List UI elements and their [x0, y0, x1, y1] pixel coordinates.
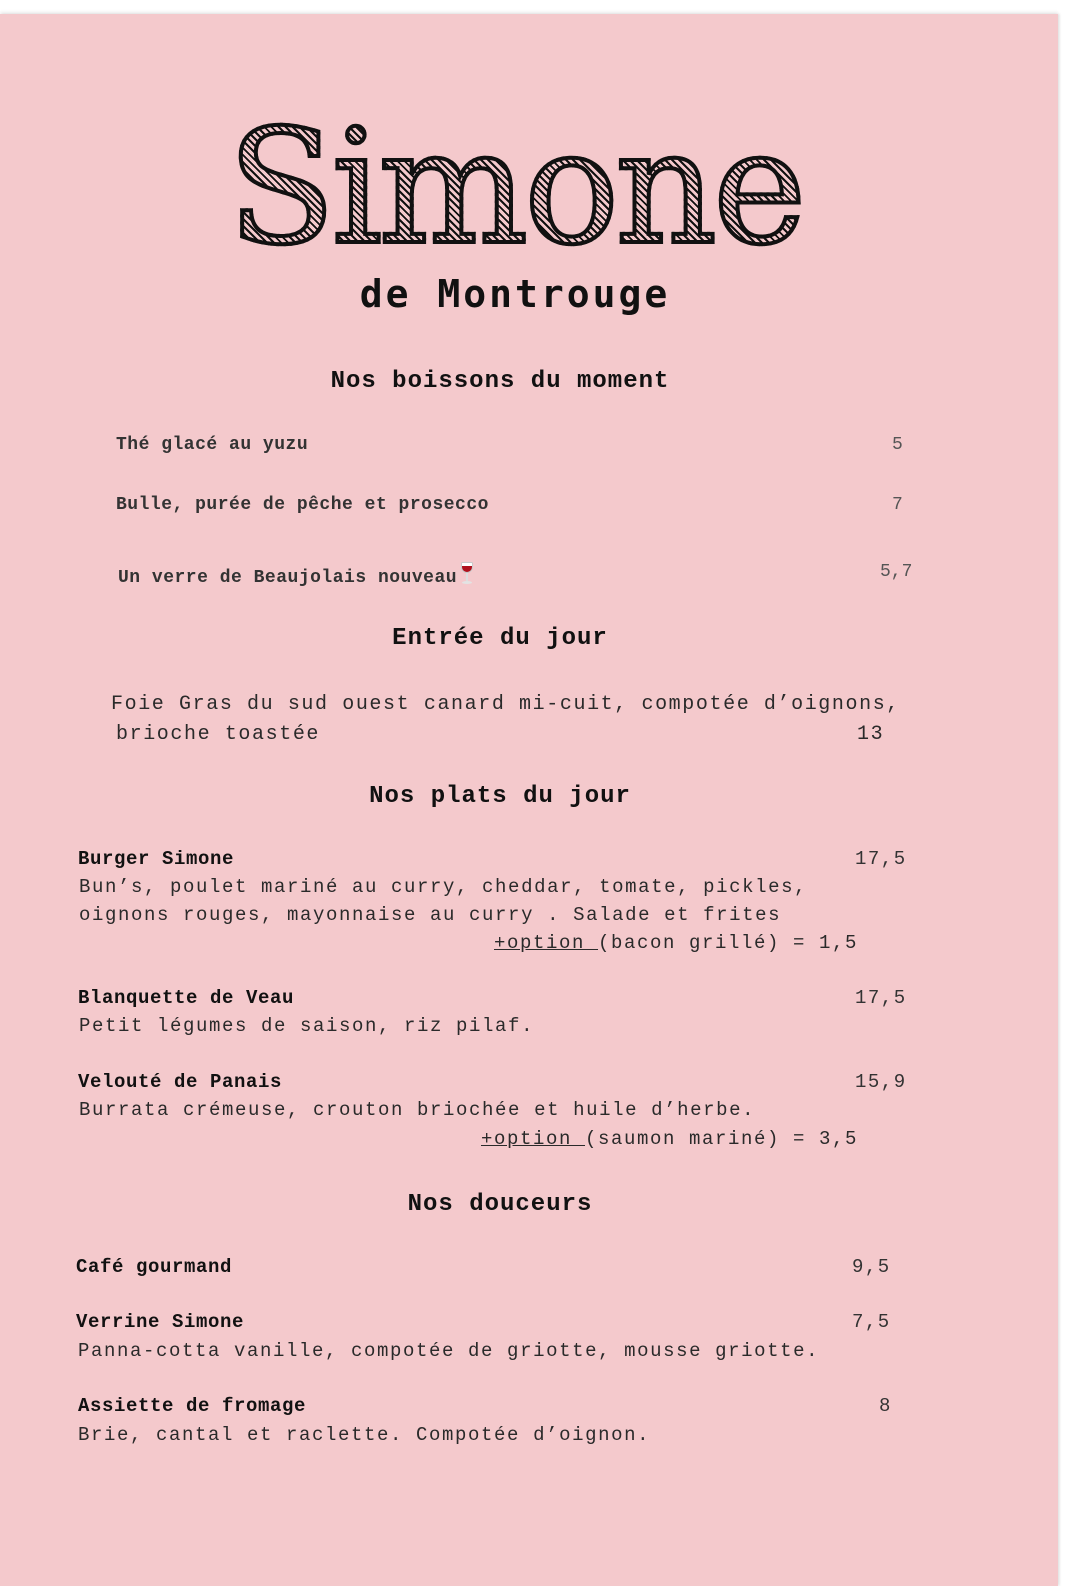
- dish-name: Assiette de fromage: [78, 1395, 307, 1417]
- drink-name: Thé glacé au yuzu: [116, 435, 309, 455]
- dish-name: Blanquette de Veau: [78, 987, 295, 1009]
- dish-description: Burrata crémeuse, crouton briochée et huile d’herbe.: [79, 1099, 756, 1121]
- drink-row-wine: [118, 562, 475, 588]
- dish-description: Panna-cotta vanille, compotée de griotte, mousse griotte.: [78, 1340, 820, 1362]
- wine-glass-icon: [459, 562, 475, 586]
- dish-description: oignons rouges, mayonnaise au curry . Salade et frites: [79, 904, 782, 926]
- option-link: +option: [481, 1128, 586, 1150]
- dish-price: 15,9: [855, 1071, 907, 1093]
- dish-price: 8: [879, 1395, 892, 1417]
- option-link: +option: [494, 932, 599, 954]
- restaurant-subtitle: de Montrouge: [359, 272, 671, 316]
- drink-price: 5: [892, 435, 903, 455]
- dish-name: Velouté de Panais: [78, 1071, 283, 1093]
- dish-description: Brie, cantal et raclette. Compotée d’oignon.: [78, 1424, 651, 1446]
- starter-description-line-1: Foie Gras du sud ouest canard mi-cuit, compotée d’oignons,: [111, 693, 900, 716]
- dish-name: Burger Simone: [78, 848, 235, 870]
- dish-description: Bun’s, poulet mariné au curry, cheddar, tomate, pickles,: [79, 876, 808, 898]
- menu-page: [0, 14, 1058, 1586]
- dish-description: Petit légumes de saison, riz pilaf.: [79, 1015, 535, 1037]
- dish-price: 17,5: [855, 848, 907, 870]
- drink-price: 7: [892, 495, 903, 515]
- option-text: (bacon grillé) = 1,5: [598, 932, 859, 954]
- dish-price: 17,5: [855, 987, 907, 1009]
- section-title-desserts: Nos douceurs: [407, 1191, 593, 1218]
- drink-name: Bulle, purée de pêche et prosecco: [116, 495, 489, 515]
- restaurant-logo: Simone: [0, 109, 1030, 267]
- dish-option: [494, 932, 858, 954]
- drink-name: Un verre de Beaujolais nouveau: [118, 568, 458, 588]
- dish-price: 7,5: [852, 1311, 891, 1333]
- dish-name: Verrine Simone: [76, 1311, 245, 1333]
- dish-price: 9,5: [852, 1256, 891, 1278]
- section-title-drinks: Nos boissons du moment: [330, 368, 670, 395]
- section-title-mains: Nos plats du jour: [369, 783, 631, 810]
- starter-description-line-2: brioche toastée: [116, 723, 321, 746]
- dish-option: [481, 1128, 858, 1150]
- starter-price: 13: [857, 723, 885, 746]
- option-text: (saumon mariné) = 3,5: [585, 1128, 859, 1150]
- dish-name: Café gourmand: [76, 1256, 233, 1278]
- drink-price: 5,7: [880, 562, 913, 582]
- section-title-starter: Entrée du jour: [392, 625, 608, 652]
